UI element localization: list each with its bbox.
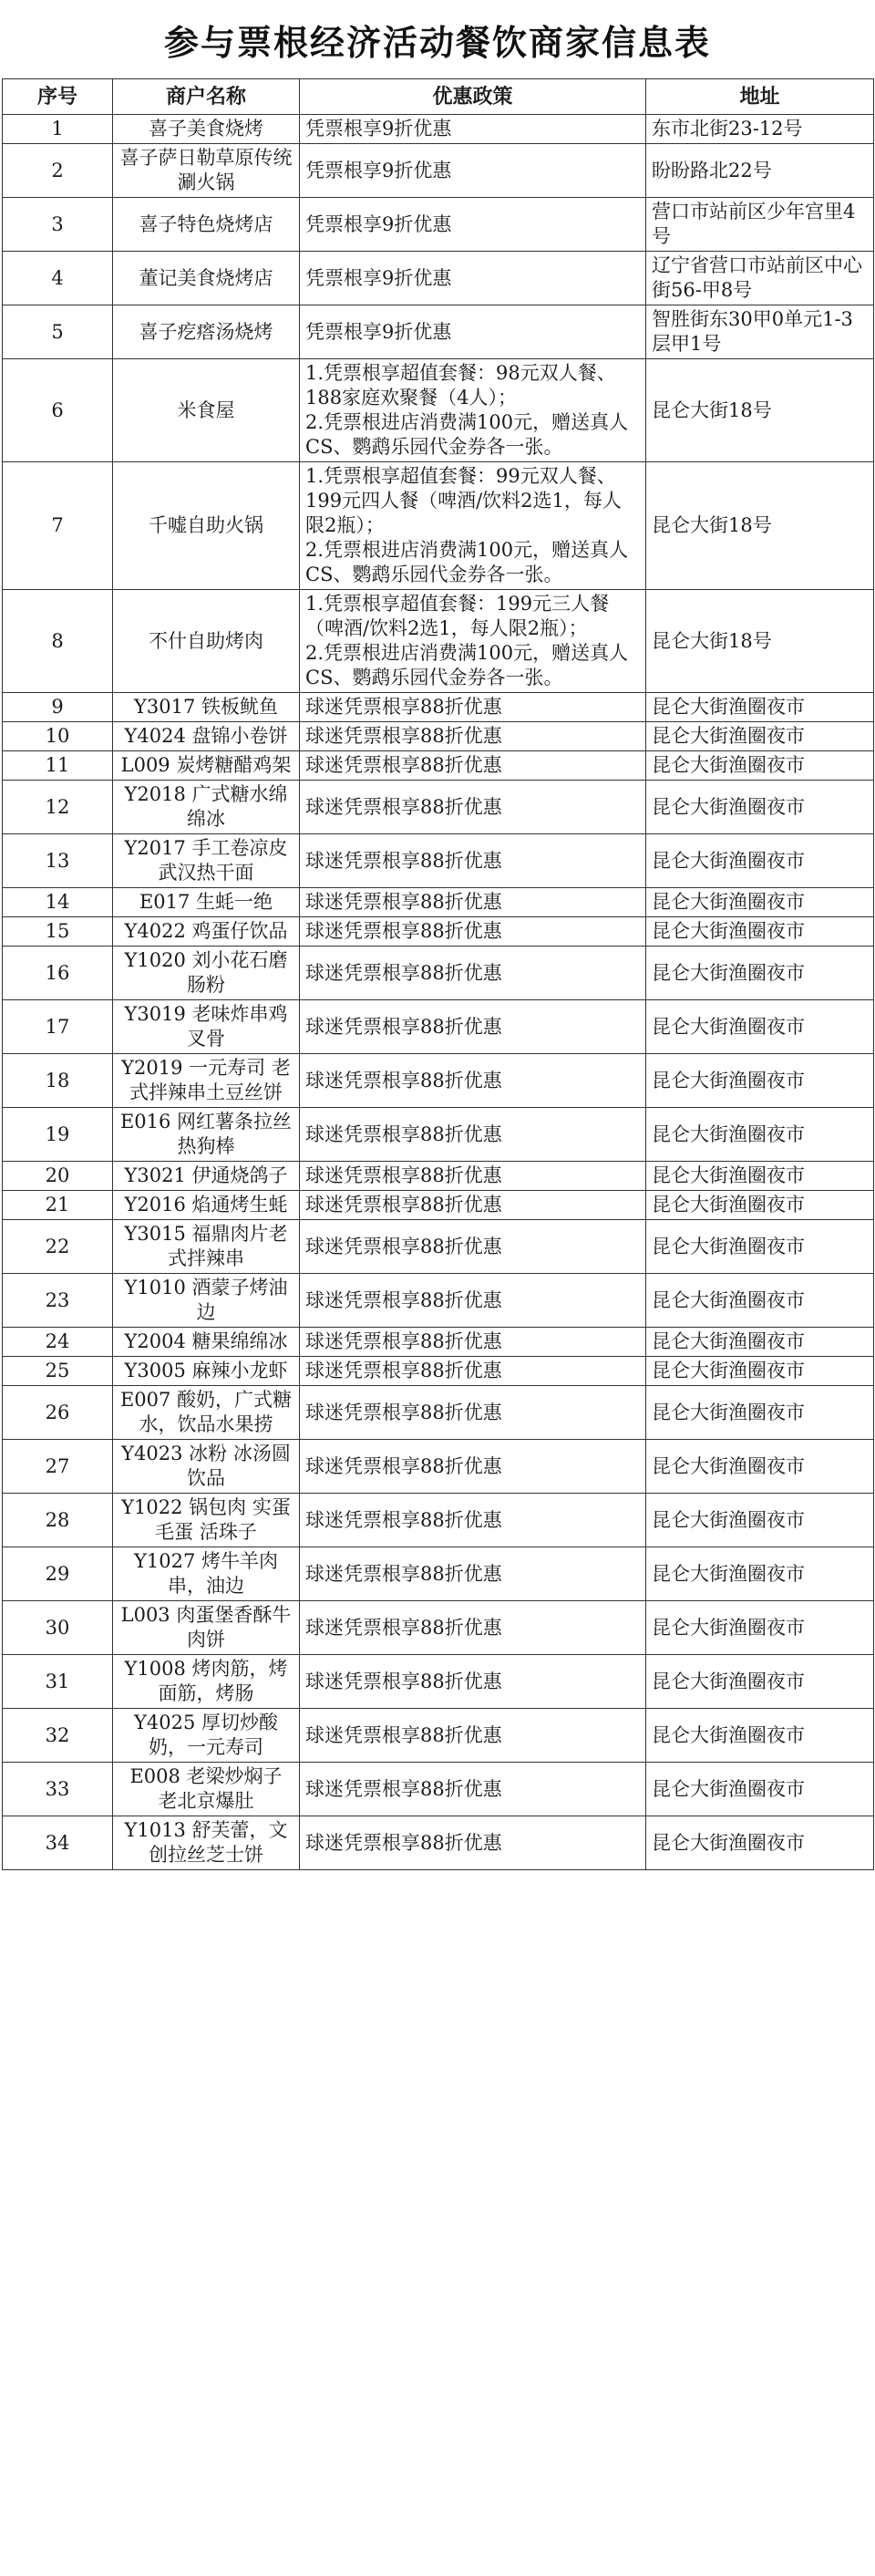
table-row <box>3 1763 874 1816</box>
table-row <box>3 115 874 144</box>
table-row <box>3 1162 874 1191</box>
merchant-address: 昆仑大街渔圈夜市 <box>646 1108 874 1162</box>
discount-policy <box>300 1763 646 1816</box>
discount-policy <box>300 917 646 947</box>
policy-line: 球迷凭票根享88折优惠 <box>305 849 502 872</box>
table-row <box>3 1601 874 1655</box>
policy-line: 球迷凭票根享88折优惠 <box>305 1015 502 1038</box>
policy-line: 2.凭票根进店消费满100元，赠送真人CS、鹦鹉乐园代金券各一张。 <box>305 642 629 688</box>
discount-policy <box>300 1357 646 1386</box>
policy-line: 球迷凭票根享88折优惠 <box>305 891 502 913</box>
merchant-name: Y1020 刘小花石磨肠粉 <box>113 947 300 1000</box>
merchant-address: 昆仑大街渔圈夜市 <box>646 1328 874 1357</box>
policy-line: 球迷凭票根享88折优惠 <box>305 1288 502 1311</box>
table-row <box>3 693 874 722</box>
table-row <box>3 1000 874 1054</box>
discount-policy <box>300 834 646 888</box>
merchant-address: 昆仑大街渔圈夜市 <box>646 888 874 917</box>
policy-line: 球迷凭票根享88折优惠 <box>305 1069 502 1091</box>
policy-line: 2.凭票根进店消费满100元，赠送真人CS、鹦鹉乐园代金券各一张。 <box>305 539 629 585</box>
policy-line: 球迷凭票根享88折优惠 <box>305 1401 502 1423</box>
table-row <box>3 1547 874 1601</box>
row-number: 10 <box>3 722 113 751</box>
merchant-name: 喜子特色烧烤店 <box>113 198 300 252</box>
merchant-address: 昆仑大街18号 <box>646 590 874 693</box>
table-row <box>3 834 874 888</box>
table-row <box>3 252 874 305</box>
merchant-address: 昆仑大街18号 <box>646 359 874 462</box>
discount-policy <box>300 305 646 359</box>
policy-line: 凭票根享9折优惠 <box>305 212 452 235</box>
merchant-name: 千嘘自助火锅 <box>113 462 300 590</box>
merchant-address: 昆仑大街渔圈夜市 <box>646 1054 874 1108</box>
discount-policy <box>300 1386 646 1440</box>
table-row <box>3 1709 874 1763</box>
merchant-name: L009 炭烤糖醋鸡架 <box>113 751 300 781</box>
merchant-address: 昆仑大街渔圈夜市 <box>646 1000 874 1054</box>
merchant-name: Y2019 一元寿司 老式拌辣串土豆丝饼 <box>113 1054 300 1108</box>
merchant-address: 昆仑大街渔圈夜市 <box>646 1709 874 1763</box>
discount-policy <box>300 1274 646 1328</box>
table-row <box>3 1274 874 1328</box>
merchant-address: 昆仑大街渔圈夜市 <box>646 1357 874 1386</box>
policy-line: 凭票根享9折优惠 <box>305 118 452 140</box>
row-number: 9 <box>3 693 113 722</box>
merchant-name: Y1027 烤牛羊肉串，油边 <box>113 1547 300 1601</box>
discount-policy <box>300 1328 646 1357</box>
discount-policy <box>300 1816 646 1870</box>
table-row <box>3 1328 874 1357</box>
discount-policy <box>300 1547 646 1601</box>
row-number: 29 <box>3 1547 113 1601</box>
table-row <box>3 917 874 947</box>
header-addr: 地址 <box>646 79 874 115</box>
discount-policy <box>300 1108 646 1162</box>
merchant-address: 昆仑大街渔圈夜市 <box>646 1440 874 1494</box>
merchant-address: 昆仑大街渔圈夜市 <box>646 1274 874 1328</box>
policy-line: 球迷凭票根享88折优惠 <box>305 754 502 776</box>
merchant-address: 昆仑大街渔圈夜市 <box>646 1386 874 1440</box>
merchant-name: Y3015 福鼎肉片老式拌辣串 <box>113 1220 300 1274</box>
policy-line: 2.凭票根进店消费满100元，赠送真人CS、鹦鹉乐园代金券各一张。 <box>305 411 629 458</box>
table-row <box>3 305 874 359</box>
table-row <box>3 1494 874 1547</box>
merchant-name: Y3005 麻辣小龙虾 <box>113 1357 300 1386</box>
discount-policy <box>300 1000 646 1054</box>
discount-policy <box>300 198 646 252</box>
merchant-address: 昆仑大街18号 <box>646 462 874 590</box>
merchant-name: Y1008 烤肉筋，烤面筋，烤肠 <box>113 1655 300 1709</box>
merchant-name: Y4024 盘锦小卷饼 <box>113 722 300 751</box>
row-number: 8 <box>3 590 113 693</box>
policy-line: 球迷凭票根享88折优惠 <box>305 1831 502 1854</box>
discount-policy <box>300 947 646 1000</box>
policy-line: 球迷凭票根享88折优惠 <box>305 1777 502 1800</box>
row-number: 12 <box>3 781 113 834</box>
merchant-name: Y3021 伊通烧鸽子 <box>113 1162 300 1191</box>
row-number: 15 <box>3 917 113 947</box>
table-row <box>3 1108 874 1162</box>
discount-policy <box>300 1191 646 1220</box>
merchant-name: 喜子疙瘩汤烧烤 <box>113 305 300 359</box>
merchant-address: 昆仑大街渔圈夜市 <box>646 1220 874 1274</box>
merchant-name: Y2004 糖果绵绵冰 <box>113 1328 300 1357</box>
header-num: 序号 <box>3 79 113 115</box>
policy-line: 凭票根享9折优惠 <box>305 320 452 343</box>
policy-line: 球迷凭票根享88折优惠 <box>305 961 502 984</box>
table-row <box>3 198 874 252</box>
merchant-address: 昆仑大街渔圈夜市 <box>646 1494 874 1547</box>
discount-policy <box>300 1220 646 1274</box>
table-row <box>3 1054 874 1108</box>
policy-line: 球迷凭票根享88折优惠 <box>305 795 502 818</box>
row-number: 26 <box>3 1386 113 1440</box>
row-number: 34 <box>3 1816 113 1870</box>
merchant-name: Y3017 铁板鱿鱼 <box>113 693 300 722</box>
row-number: 18 <box>3 1054 113 1108</box>
row-number: 32 <box>3 1709 113 1763</box>
policy-line: 1.凭票根享超值套餐：98元双人餐、188家庭欢聚餐（4人）； <box>305 362 616 409</box>
merchant-name: E008 老梁炒焖子 老北京爆肚 <box>113 1763 300 1816</box>
policy-line: 球迷凭票根享88折优惠 <box>305 1616 502 1639</box>
merchant-name: 米食屋 <box>113 359 300 462</box>
discount-policy <box>300 590 646 693</box>
row-number: 2 <box>3 144 113 198</box>
discount-policy <box>300 1054 646 1108</box>
discount-policy <box>300 722 646 751</box>
table-row <box>3 144 874 198</box>
merchant-name: E017 生蚝一绝 <box>113 888 300 917</box>
table-body <box>3 115 874 1870</box>
discount-policy <box>300 115 646 144</box>
policy-line: 1.凭票根享超值套餐：199元三人餐（啤酒/饮料2选1，每人限2瓶）； <box>305 593 610 639</box>
discount-policy <box>300 751 646 781</box>
row-number: 4 <box>3 252 113 305</box>
table-row <box>3 722 874 751</box>
merchant-address: 营口市站前区少年宫里4号 <box>646 198 874 252</box>
row-number: 7 <box>3 462 113 590</box>
discount-policy <box>300 1655 646 1709</box>
policy-line: 球迷凭票根享88折优惠 <box>305 1508 502 1531</box>
merchant-name: Y3019 老味炸串鸡叉骨 <box>113 1000 300 1054</box>
row-number: 11 <box>3 751 113 781</box>
policy-line: 球迷凭票根享88折优惠 <box>305 1122 502 1145</box>
policy-line: 球迷凭票根享88折优惠 <box>305 920 502 942</box>
merchant-address: 昆仑大街渔圈夜市 <box>646 1601 874 1655</box>
merchant-address: 昆仑大街渔圈夜市 <box>646 1655 874 1709</box>
merchant-name: Y2016 焰通烤生蚝 <box>113 1191 300 1220</box>
merchant-address: 昆仑大街渔圈夜市 <box>646 693 874 722</box>
table-row <box>3 1357 874 1386</box>
policy-line: 球迷凭票根享88折优惠 <box>305 1670 502 1692</box>
row-number: 6 <box>3 359 113 462</box>
discount-policy <box>300 1709 646 1763</box>
table-row <box>3 1220 874 1274</box>
merchant-name: Y1022 锅包肉 实蛋毛蛋 活珠子 <box>113 1494 300 1547</box>
discount-policy <box>300 1494 646 1547</box>
row-number: 14 <box>3 888 113 917</box>
discount-policy <box>300 781 646 834</box>
merchant-name: Y2017 手工卷凉皮 武汉热干面 <box>113 834 300 888</box>
policy-line: 1.凭票根享超值套餐：99元双人餐、199元四人餐（啤酒/饮料2选1，每人限2瓶）； <box>305 465 622 536</box>
merchant-name: 董记美食烧烤店 <box>113 252 300 305</box>
row-number: 1 <box>3 115 113 144</box>
merchant-address: 昆仑大街渔圈夜市 <box>646 781 874 834</box>
table-row <box>3 1816 874 1870</box>
row-number: 13 <box>3 834 113 888</box>
discount-policy <box>300 1601 646 1655</box>
merchant-address: 辽宁省营口市站前区中心街56-甲8号 <box>646 252 874 305</box>
merchant-address: 昆仑大街渔圈夜市 <box>646 1763 874 1816</box>
table-row <box>3 781 874 834</box>
row-number: 27 <box>3 1440 113 1494</box>
policy-line: 球迷凭票根享88折优惠 <box>305 1360 502 1381</box>
merchant-address: 昆仑大街渔圈夜市 <box>646 1191 874 1220</box>
row-number: 19 <box>3 1108 113 1162</box>
policy-line: 球迷凭票根享88折优惠 <box>305 1562 502 1585</box>
discount-policy <box>300 462 646 590</box>
merchant-name: Y1010 酒蒙子烤油边 <box>113 1274 300 1328</box>
policy-line: 球迷凭票根享88折优惠 <box>305 1330 502 1352</box>
page-title: 参与票根经济活动餐饮商家信息表 <box>163 22 711 63</box>
table-row <box>3 947 874 1000</box>
merchant-name: Y2018 广式糖水绵绵冰 <box>113 781 300 834</box>
table-row <box>3 1440 874 1494</box>
merchant-name: 不什自助烤肉 <box>113 590 300 693</box>
table-row <box>3 1191 874 1220</box>
policy-line: 球迷凭票根享88折优惠 <box>305 1454 502 1477</box>
table-row <box>3 1386 874 1440</box>
policy-line: 球迷凭票根享88折优惠 <box>305 1723 502 1746</box>
row-number: 21 <box>3 1191 113 1220</box>
row-number: 30 <box>3 1601 113 1655</box>
row-number: 24 <box>3 1328 113 1357</box>
merchant-name: L003 肉蛋堡香酥牛肉饼 <box>113 1601 300 1655</box>
table-header-row <box>3 79 874 115</box>
header-policy: 优惠政策 <box>300 79 646 115</box>
row-number: 22 <box>3 1220 113 1274</box>
discount-policy <box>300 693 646 722</box>
merchant-address: 昆仑大街渔圈夜市 <box>646 834 874 888</box>
row-number: 20 <box>3 1162 113 1191</box>
row-number: 31 <box>3 1655 113 1709</box>
row-number: 16 <box>3 947 113 1000</box>
discount-policy <box>300 1162 646 1191</box>
merchant-address: 盼盼路北22号 <box>646 144 874 198</box>
policy-line: 球迷凭票根享88折优惠 <box>305 725 502 747</box>
row-number: 25 <box>3 1357 113 1386</box>
merchant-address: 昆仑大街渔圈夜市 <box>646 722 874 751</box>
table-row <box>3 888 874 917</box>
merchant-name: E007 酸奶，广式糖水，饮品水果捞 <box>113 1386 300 1440</box>
merchant-table <box>2 78 874 1870</box>
policy-line: 凭票根享9折优惠 <box>305 266 452 289</box>
merchant-name: Y1013 舒芙蕾，文创拉丝芝士饼 <box>113 1816 300 1870</box>
merchant-address: 昆仑大街渔圈夜市 <box>646 1162 874 1191</box>
merchant-name: 喜子美食烧烤 <box>113 115 300 144</box>
merchant-name: 喜子萨日勒草原传统涮火锅 <box>113 144 300 198</box>
table-row <box>3 462 874 590</box>
merchant-address: 昆仑大街渔圈夜市 <box>646 1547 874 1601</box>
policy-line: 球迷凭票根享88折优惠 <box>305 1164 502 1186</box>
discount-policy <box>300 144 646 198</box>
policy-line: 球迷凭票根享88折优惠 <box>305 1235 502 1257</box>
policy-line: 凭票根享9折优惠 <box>305 159 452 181</box>
row-number: 28 <box>3 1494 113 1547</box>
discount-policy <box>300 888 646 917</box>
header-name: 商户名称 <box>113 79 300 115</box>
discount-policy <box>300 252 646 305</box>
merchant-name: Y4023 冰粉 冰汤圆 饮品 <box>113 1440 300 1494</box>
merchant-name: E016 网红薯条拉丝热狗棒 <box>113 1108 300 1162</box>
merchant-address: 昆仑大街渔圈夜市 <box>646 1816 874 1870</box>
table-row <box>3 590 874 693</box>
table-row <box>3 359 874 462</box>
merchant-address: 东市北街23-12号 <box>646 115 874 144</box>
discount-policy <box>300 1440 646 1494</box>
discount-policy <box>300 359 646 462</box>
merchant-address: 智胜街东30甲0单元1-3层甲1号 <box>646 305 874 359</box>
policy-line: 球迷凭票根享88折优惠 <box>305 696 502 718</box>
row-number: 23 <box>3 1274 113 1328</box>
row-number: 33 <box>3 1763 113 1816</box>
table-row <box>3 1655 874 1709</box>
policy-line: 球迷凭票根享88折优惠 <box>305 1194 502 1216</box>
row-number: 5 <box>3 305 113 359</box>
merchant-address: 昆仑大街渔圈夜市 <box>646 751 874 781</box>
table-row <box>3 751 874 781</box>
row-number: 3 <box>3 198 113 252</box>
merchant-address: 昆仑大街渔圈夜市 <box>646 947 874 1000</box>
row-number: 17 <box>3 1000 113 1054</box>
merchant-name: Y4022 鸡蛋仔饮品 <box>113 917 300 947</box>
merchant-name: Y4025 厚切炒酸奶，一元寿司 <box>113 1709 300 1763</box>
merchant-address: 昆仑大街渔圈夜市 <box>646 917 874 947</box>
